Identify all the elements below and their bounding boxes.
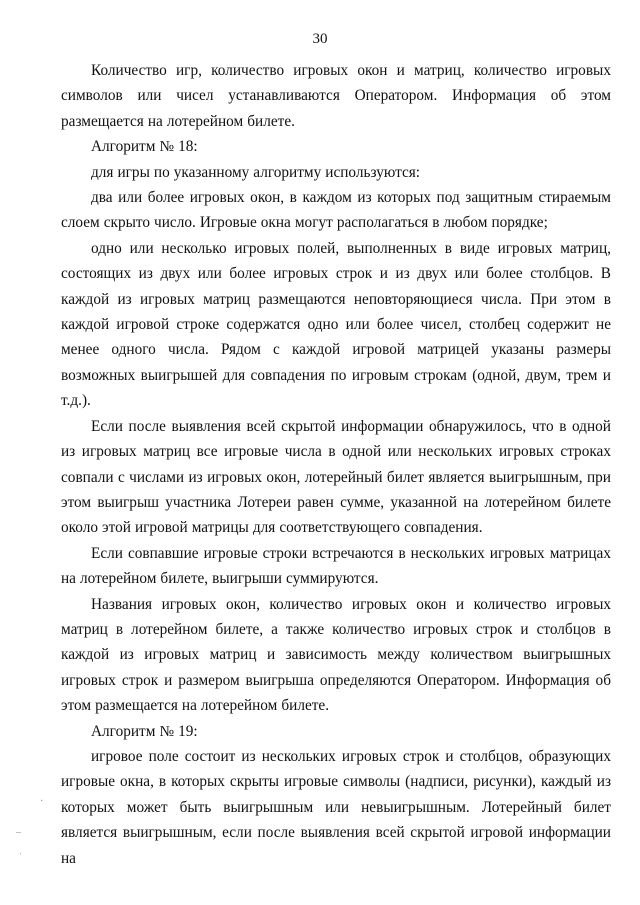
paragraph-game-windows: два или более игровых окон, в каждом из которых под защитным стираемым слоем скрыто число. Игровые окна могут располагаться в любом порядке; bbox=[61, 189, 611, 232]
scan-dash-mark: – bbox=[16, 827, 21, 838]
paragraph-game-matrices: одно или несколько игровых полей, выполненных в виде игровых матриц, состоящих из двух или более игровых строк и из двух или более столбцов. В каждой из игровых матриц размещаются неповторяющиеся числа. При этом в каждой игровой строке содержатся одно или более чисел, столбец содержит не менее одного числа. Рядом с каждой игровой матрицей указаны размеры возможных выигрышей для совпадения по игровым строкам (одной, двум, трем и т.д.). bbox=[61, 239, 611, 410]
scan-tick-mark: ˈ bbox=[19, 852, 23, 863]
algorithm-18-heading: Алгоритм № 18: bbox=[91, 138, 198, 156]
algorithm-19-heading: Алгоритм № 19: bbox=[91, 722, 198, 740]
paragraph-winning-condition: Если после выявления всей скрытой информации обнаружилось, что в одной из игровых матриц все игровые числа в одной или нескольких игровых строках совпали с числами из игровых окон, лотерейный билет является выигрышным, при этом выигрыш участника Лотереи равен сумме, указанной на лотерейном билете около этой игровой матрицы для соответствующего совпадения. bbox=[61, 417, 611, 537]
paragraph-lottery-info: Количество игр, количество игровых окон и матриц, количество игровых символов или чисел устанавливаются Оператором. Информация об этом размещается на лотерейном билете. bbox=[61, 62, 611, 130]
page-number: 30 bbox=[312, 31, 328, 47]
scan-speck-mark: · bbox=[40, 796, 44, 807]
paragraph-used-items: для игры по указанному алгоритму используются: bbox=[91, 163, 421, 181]
paragraph-operator-defines: Названия игровых окон, количество игровых окон и количество игровых матриц в лотерейном билете, а также количество игровых строк и столбцов в каждой из игровых матриц и зависимость между количеством выигрышных игровых строк и размером выигрыша определяются Оператором. Информация об этом размещается на лотерейном билете. bbox=[61, 595, 611, 715]
paragraph-winnings-summed: Если совпавшие игровые строки встречаются в нескольких игровых матрицах на лотерейном билете, выигрыши суммируются. bbox=[61, 544, 611, 588]
paragraph-game-field: игровое поле состоит из нескольких игровых строк и столбцов, образующих игровые окна, в которых скрыты игровые символы (надписи, рисунки), каждый из которых может быть выигрышным или невыигрышным. Лотерейный билет является выигрышным, если после выявления всей скрытой игровой информации на bbox=[61, 747, 611, 867]
document-body bbox=[61, 58, 611, 871]
